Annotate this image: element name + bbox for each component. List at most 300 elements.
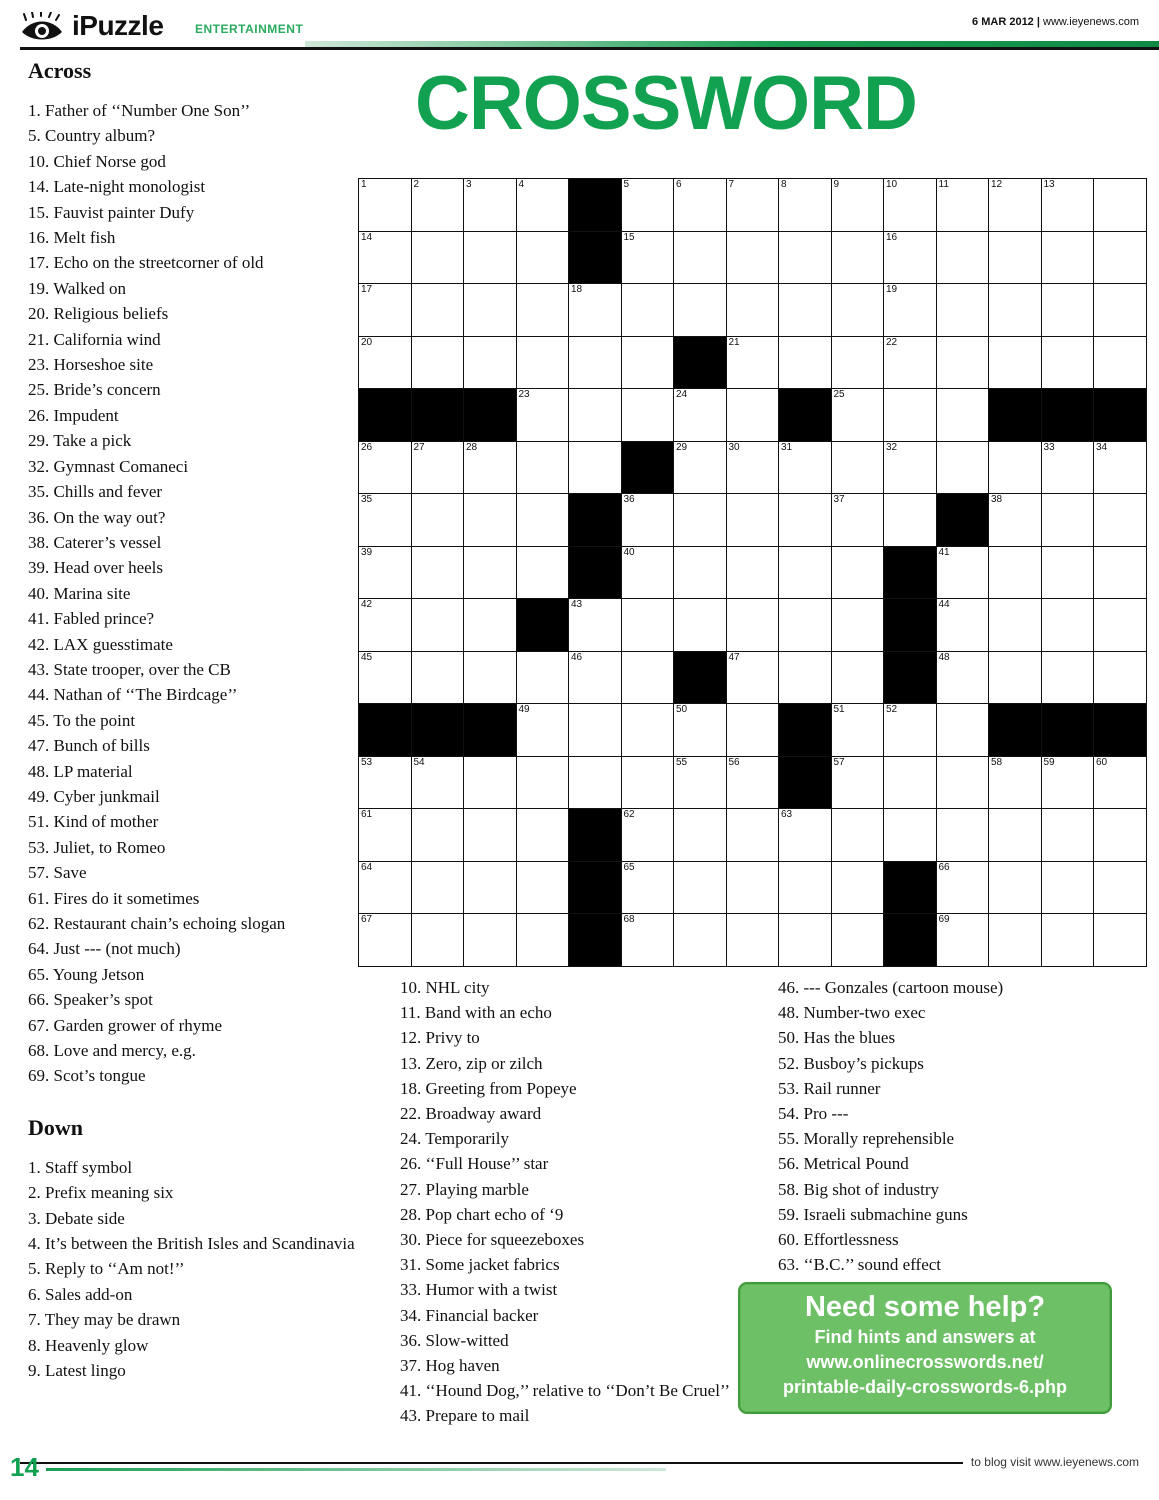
clue-item: 30. Piece for squeezeboxes — [400, 1230, 585, 1250]
down-clue-list-col2 — [400, 975, 730, 1429]
grid-cell-number: 21 — [728, 336, 740, 348]
grid-cell-block — [989, 704, 1042, 757]
grid-cell-block — [569, 179, 622, 232]
clue-item: 7. They may be drawn — [28, 1310, 181, 1330]
grid-cell[interactable] — [359, 494, 412, 547]
grid-cell[interactable] — [936, 704, 989, 757]
grid-cell[interactable] — [779, 809, 832, 862]
grid-cell[interactable] — [936, 179, 989, 232]
clue-item: 43. Prepare to mail — [400, 1406, 530, 1426]
grid-cell[interactable] — [1094, 441, 1147, 494]
grid-cell[interactable] — [621, 494, 674, 547]
grid-cell[interactable] — [621, 599, 674, 652]
grid-cell[interactable] — [1041, 651, 1094, 704]
grid-cell[interactable] — [831, 861, 884, 914]
grid-cell[interactable] — [516, 231, 569, 284]
grid-cell[interactable] — [359, 914, 412, 967]
grid-cell[interactable] — [621, 756, 674, 809]
grid-cell[interactable] — [989, 179, 1042, 232]
grid-cell[interactable] — [1041, 441, 1094, 494]
grid-cell-number: 38 — [991, 494, 1003, 505]
grid-cell[interactable] — [726, 599, 779, 652]
grid-cell-number: 62 — [623, 809, 635, 820]
crossword-grid[interactable] — [358, 178, 1147, 967]
across-column — [28, 58, 358, 1384]
clue-item: 39. Head over heels — [28, 558, 164, 578]
grid-cell[interactable] — [936, 336, 989, 389]
grid-cell[interactable] — [989, 756, 1042, 809]
grid-cell[interactable] — [464, 441, 517, 494]
grid-cell[interactable] — [411, 441, 464, 494]
grid-cell[interactable] — [936, 914, 989, 967]
eye-logo-icon — [20, 12, 66, 42]
grid-cell[interactable] — [1041, 231, 1094, 284]
grid-cell[interactable] — [674, 914, 727, 967]
grid-cell[interactable] — [674, 441, 727, 494]
grid-cell[interactable] — [726, 704, 779, 757]
clue-item: 36. On the way out? — [28, 507, 166, 527]
grid-cell-block — [569, 861, 622, 914]
grid-cell[interactable] — [1094, 861, 1147, 914]
grid-cell[interactable] — [936, 284, 989, 337]
clue-item: 61. Fires do it sometimes — [28, 888, 200, 908]
clue-item: 1. Father of ‘‘Number One Son’’ — [28, 101, 251, 120]
grid-cell[interactable] — [989, 809, 1042, 862]
across-clue-list — [28, 98, 358, 1089]
grid-cell[interactable] — [779, 651, 832, 704]
grid-cell[interactable] — [884, 756, 937, 809]
grid-cell[interactable] — [989, 284, 1042, 337]
clue-item: 56. Metrical Pound — [778, 1154, 909, 1174]
grid-cell[interactable] — [1094, 651, 1147, 704]
across-heading: Across — [28, 58, 92, 83]
grid-cell[interactable] — [831, 546, 884, 599]
grid-cell[interactable] — [464, 914, 517, 967]
clue-item: 65. Young Jetson — [28, 964, 145, 984]
grid-cell[interactable] — [726, 179, 779, 232]
grid-cell-number: 58 — [991, 756, 1003, 768]
grid-cell-number: 10 — [886, 179, 898, 190]
grid-cell[interactable] — [989, 599, 1042, 652]
grid-cell-number: 52 — [886, 704, 898, 715]
grid-cell[interactable] — [989, 494, 1042, 547]
clue-item: 3. Debate side — [28, 1208, 125, 1228]
grid-cell[interactable] — [831, 809, 884, 862]
grid-cell[interactable] — [674, 861, 727, 914]
grid-cell[interactable] — [884, 704, 937, 757]
grid-cell-block — [1041, 704, 1094, 757]
grid-cell[interactable] — [411, 231, 464, 284]
clue-item: 12. Privy to — [400, 1028, 480, 1048]
grid-cell[interactable] — [936, 441, 989, 494]
grid-cell[interactable] — [359, 809, 412, 862]
grid-cell[interactable] — [569, 651, 622, 704]
grid-cell[interactable] — [411, 494, 464, 547]
grid-cell-block — [1094, 389, 1147, 442]
grid-cell[interactable] — [621, 546, 674, 599]
grid-cell[interactable] — [621, 861, 674, 914]
clue-item: 11. Band with an echo — [400, 1003, 552, 1023]
grid-cell[interactable] — [726, 914, 779, 967]
grid-cell-block — [779, 756, 832, 809]
page-number: 14 — [10, 1452, 39, 1482]
grid-cell[interactable] — [1094, 494, 1147, 547]
clue-item: 48. Number-two exec — [778, 1003, 926, 1023]
footer-gradient-rule — [46, 1468, 666, 1471]
grid-cell[interactable] — [411, 599, 464, 652]
grid-cell[interactable] — [884, 389, 937, 442]
grid-cell[interactable] — [779, 599, 832, 652]
grid-cell[interactable] — [1094, 599, 1147, 652]
grid-cell[interactable] — [1041, 756, 1094, 809]
grid-cell[interactable] — [569, 599, 622, 652]
grid-cell[interactable] — [621, 336, 674, 389]
grid-cell[interactable] — [621, 389, 674, 442]
grid-cell[interactable] — [516, 914, 569, 967]
grid-cell[interactable] — [726, 651, 779, 704]
clue-item: 10. Chief Norse god — [28, 151, 166, 171]
grid-cell[interactable] — [831, 494, 884, 547]
grid-cell[interactable] — [989, 861, 1042, 914]
header-meta — [972, 16, 1139, 28]
grid-cell[interactable] — [779, 231, 832, 284]
grid-cell[interactable] — [516, 494, 569, 547]
grid-cell[interactable] — [411, 546, 464, 599]
grid-cell-number: 61 — [361, 809, 373, 820]
grid-cell[interactable] — [726, 809, 779, 862]
grid-cell[interactable] — [884, 494, 937, 547]
grid-cell-number: 42 — [361, 599, 373, 610]
grid-cell[interactable] — [516, 546, 569, 599]
clue-item: 4. It’s between the British Isles and Scandinavia — [28, 1234, 355, 1254]
grid-cell[interactable] — [1041, 336, 1094, 389]
grid-cell[interactable] — [936, 546, 989, 599]
grid-row — [359, 231, 1147, 284]
grid-cell[interactable] — [359, 441, 412, 494]
grid-cell[interactable] — [831, 599, 884, 652]
grid-cell[interactable] — [1094, 809, 1147, 862]
grid-cell[interactable] — [989, 651, 1042, 704]
grid-cell-number: 20 — [361, 336, 373, 348]
grid-cell[interactable] — [674, 809, 727, 862]
grid-row — [359, 914, 1147, 967]
grid-cell[interactable] — [621, 914, 674, 967]
grid-cell-number: 56 — [728, 756, 740, 768]
grid-cell[interactable] — [831, 914, 884, 967]
grid-cell[interactable] — [464, 756, 517, 809]
grid-cell[interactable] — [884, 284, 937, 337]
grid-cell[interactable] — [411, 179, 464, 232]
grid-cell[interactable] — [1094, 231, 1147, 284]
grid-cell[interactable] — [726, 336, 779, 389]
grid-cell[interactable] — [1041, 546, 1094, 599]
clue-item: 37. Hog haven — [400, 1356, 500, 1376]
grid-cell-number: 50 — [676, 704, 688, 715]
clue-item: 43. State trooper, over the CB — [28, 659, 231, 679]
grid-cell[interactable] — [884, 441, 937, 494]
grid-cell-number: 1 — [361, 179, 367, 190]
grid-cell[interactable] — [411, 861, 464, 914]
grid-cell[interactable] — [411, 756, 464, 809]
grid-cell[interactable] — [359, 756, 412, 809]
brand-title: iPuzzle — [72, 10, 164, 41]
grid-cell-number: 8 — [781, 179, 787, 190]
clue-item: 5. Country album? — [28, 126, 156, 146]
grid-cell[interactable] — [464, 599, 517, 652]
grid-cell[interactable] — [1094, 284, 1147, 337]
grid-cell-block — [359, 704, 412, 757]
clue-item: 67. Garden grower of rhyme — [28, 1015, 223, 1035]
grid-cell[interactable] — [569, 756, 622, 809]
grid-cell[interactable] — [411, 809, 464, 862]
grid-cell[interactable] — [464, 651, 517, 704]
grid-cell[interactable] — [674, 179, 727, 232]
grid-cell[interactable] — [464, 861, 517, 914]
grid-cell-number: 41 — [938, 546, 950, 558]
clue-item: 45. To the point — [28, 710, 136, 730]
grid-cell[interactable] — [1094, 546, 1147, 599]
grid-cell[interactable] — [674, 231, 727, 284]
grid-cell[interactable] — [1041, 284, 1094, 337]
down-clue-list-col1 — [28, 1155, 358, 1384]
help-line-2: Find hints and answers at — [814, 1327, 1036, 1347]
grid-cell[interactable] — [674, 756, 727, 809]
grid-cell[interactable] — [674, 546, 727, 599]
clue-item: 59. Israeli submachine guns — [778, 1204, 968, 1224]
grid-cell-number: 60 — [1096, 756, 1108, 768]
grid-cell[interactable] — [1041, 179, 1094, 232]
grid-cell[interactable] — [884, 179, 937, 232]
grid-cell[interactable] — [359, 231, 412, 284]
grid-cell[interactable] — [779, 441, 832, 494]
clue-item: 48. LP material — [28, 761, 133, 781]
grid-cell[interactable] — [569, 336, 622, 389]
grid-cell[interactable] — [1094, 756, 1147, 809]
grid-cell[interactable] — [831, 651, 884, 704]
grid-cell-block — [569, 494, 622, 547]
grid-cell-block — [884, 546, 937, 599]
clue-item: 9. Latest lingo — [28, 1361, 126, 1381]
grid-cell[interactable] — [411, 914, 464, 967]
grid-cell[interactable] — [516, 756, 569, 809]
grid-cell[interactable] — [831, 179, 884, 232]
grid-cell[interactable] — [516, 651, 569, 704]
grid-cell[interactable] — [726, 494, 779, 547]
grid-cell[interactable] — [726, 389, 779, 442]
help-box[interactable] — [738, 1282, 1112, 1414]
grid-cell[interactable] — [516, 179, 569, 232]
grid-cell[interactable] — [726, 284, 779, 337]
grid-cell[interactable] — [726, 231, 779, 284]
grid-cell[interactable] — [1041, 914, 1094, 967]
grid-cell[interactable] — [779, 494, 832, 547]
grid-cell[interactable] — [936, 599, 989, 652]
grid-cell[interactable] — [464, 284, 517, 337]
clue-item: 50. Has the blues — [778, 1028, 896, 1048]
grid-cell[interactable] — [831, 284, 884, 337]
grid-cell[interactable] — [726, 756, 779, 809]
grid-cell[interactable] — [831, 336, 884, 389]
grid-cell[interactable] — [411, 284, 464, 337]
grid-cell-number: 12 — [991, 179, 1003, 190]
grid-cell[interactable] — [359, 284, 412, 337]
grid-cell[interactable] — [621, 809, 674, 862]
grid-cell[interactable] — [411, 651, 464, 704]
grid-cell-number: 25 — [833, 389, 845, 400]
grid-cell[interactable] — [464, 179, 517, 232]
grid-cell[interactable] — [989, 546, 1042, 599]
grid-cell[interactable] — [831, 389, 884, 442]
grid-cell[interactable] — [411, 336, 464, 389]
grid-cell[interactable] — [674, 599, 727, 652]
grid-cell[interactable] — [569, 704, 622, 757]
grid-cell[interactable] — [936, 861, 989, 914]
grid-cell[interactable] — [936, 389, 989, 442]
grid-cell[interactable] — [569, 284, 622, 337]
grid-cell[interactable] — [884, 336, 937, 389]
grid-cell[interactable] — [674, 494, 727, 547]
grid-cell[interactable] — [1094, 914, 1147, 967]
grid-row — [359, 546, 1147, 599]
grid-cell[interactable] — [621, 704, 674, 757]
grid-cell[interactable] — [516, 284, 569, 337]
grid-cell-number: 54 — [413, 756, 425, 768]
grid-cell[interactable] — [464, 809, 517, 862]
grid-cell[interactable] — [1041, 809, 1094, 862]
clue-item: 47. Bunch of bills — [28, 736, 150, 756]
clue-item: 66. Speaker’s spot — [28, 990, 153, 1010]
grid-cell[interactable] — [779, 546, 832, 599]
grid-cell[interactable] — [359, 546, 412, 599]
grid-cell[interactable] — [779, 861, 832, 914]
grid-cell-block — [936, 494, 989, 547]
clue-item: 54. Pro --- — [778, 1104, 849, 1124]
grid-cell[interactable] — [779, 179, 832, 232]
grid-cell[interactable] — [1041, 494, 1094, 547]
grid-cell[interactable] — [831, 756, 884, 809]
grid-cell-block — [621, 441, 674, 494]
grid-cell[interactable] — [464, 494, 517, 547]
grid-cell[interactable] — [831, 704, 884, 757]
grid-cell[interactable] — [831, 441, 884, 494]
grid-cell[interactable] — [1041, 861, 1094, 914]
grid-cell[interactable] — [516, 704, 569, 757]
grid-cell[interactable] — [674, 704, 727, 757]
grid-cell-number: 4 — [518, 179, 525, 190]
grid-cell[interactable] — [464, 336, 517, 389]
grid-cell[interactable] — [569, 441, 622, 494]
grid-cell[interactable] — [621, 651, 674, 704]
grid-cell[interactable] — [884, 809, 937, 862]
grid-cell[interactable] — [726, 861, 779, 914]
grid-cell-number: 22 — [886, 336, 898, 348]
grid-cell-number: 32 — [886, 441, 898, 453]
grid-cell[interactable] — [621, 179, 674, 232]
grid-cell[interactable] — [1041, 599, 1094, 652]
grid-cell[interactable] — [359, 336, 412, 389]
grid-cell-number: 36 — [623, 494, 635, 505]
grid-cell[interactable] — [989, 231, 1042, 284]
grid-cell[interactable] — [621, 231, 674, 284]
grid-cell-number: 47 — [728, 651, 740, 663]
grid-cell[interactable] — [831, 231, 884, 284]
grid-cell[interactable] — [726, 441, 779, 494]
help-url-line-2[interactable]: printable-daily-crosswords-6.php — [782, 1377, 1068, 1397]
grid-cell[interactable] — [884, 231, 937, 284]
grid-cell-block — [1094, 704, 1147, 757]
grid-cell[interactable] — [989, 441, 1042, 494]
grid-cell-number: 51 — [833, 704, 845, 715]
grid-cell[interactable] — [359, 599, 412, 652]
grid-cell-number: 3 — [466, 179, 472, 190]
grid-cell-number: 14 — [361, 231, 373, 243]
grid-cell[interactable] — [516, 336, 569, 389]
clue-item: 18. Greeting from Popeye — [400, 1078, 577, 1098]
grid-cell[interactable] — [936, 809, 989, 862]
grid-cell[interactable] — [936, 231, 989, 284]
grid-cell-block — [569, 546, 622, 599]
grid-cell[interactable] — [989, 336, 1042, 389]
grid-cell[interactable] — [1094, 336, 1147, 389]
clue-item: 19. Walked on — [28, 278, 126, 298]
grid-cell[interactable] — [621, 284, 674, 337]
grid-cell-number: 48 — [938, 651, 950, 663]
clue-item: 6. Sales add-on — [28, 1284, 133, 1304]
clue-item: 25. Bride’s concern — [28, 380, 161, 400]
grid-cell-number: 29 — [676, 441, 688, 453]
grid-cell[interactable] — [464, 231, 517, 284]
grid-cell[interactable] — [779, 284, 832, 337]
grid-cell[interactable] — [516, 861, 569, 914]
grid-cell[interactable] — [359, 861, 412, 914]
grid-cell[interactable] — [359, 651, 412, 704]
grid-cell-number: 2 — [413, 179, 420, 190]
grid-cell[interactable] — [674, 389, 727, 442]
grid-row — [359, 809, 1147, 862]
grid-row — [359, 756, 1147, 809]
grid-cell[interactable] — [516, 809, 569, 862]
grid-cell[interactable] — [516, 441, 569, 494]
grid-row — [359, 441, 1147, 494]
grid-cell[interactable] — [674, 284, 727, 337]
grid-cell[interactable] — [569, 389, 622, 442]
grid-cell-block — [779, 389, 832, 442]
grid-cell-number: 6 — [676, 179, 682, 190]
help-url-line-1[interactable]: www.onlinecrosswords.net/ — [806, 1352, 1044, 1372]
grid-cell[interactable] — [726, 546, 779, 599]
grid-cell-number: 68 — [623, 914, 635, 925]
grid-cell-block — [569, 914, 622, 967]
grid-cell[interactable] — [779, 914, 832, 967]
grid-cell[interactable] — [464, 546, 517, 599]
grid-cell-number: 44 — [938, 599, 950, 610]
grid-row — [359, 284, 1147, 337]
clue-item: 36. Slow-witted — [400, 1330, 509, 1350]
grid-cell[interactable] — [936, 756, 989, 809]
grid-cell[interactable] — [989, 914, 1042, 967]
grid-cell[interactable] — [1094, 179, 1147, 232]
grid-row — [359, 494, 1147, 547]
grid-cell-block — [411, 389, 464, 442]
grid-cell[interactable] — [779, 336, 832, 389]
grid-cell[interactable] — [936, 651, 989, 704]
clue-item: 42. LAX guesstimate — [28, 634, 173, 654]
grid-cell-number: 5 — [623, 179, 630, 190]
clue-item: 22. Broadway award — [400, 1104, 542, 1124]
grid-cell[interactable] — [359, 179, 412, 232]
grid-row — [359, 704, 1147, 757]
grid-cell[interactable] — [516, 389, 569, 442]
